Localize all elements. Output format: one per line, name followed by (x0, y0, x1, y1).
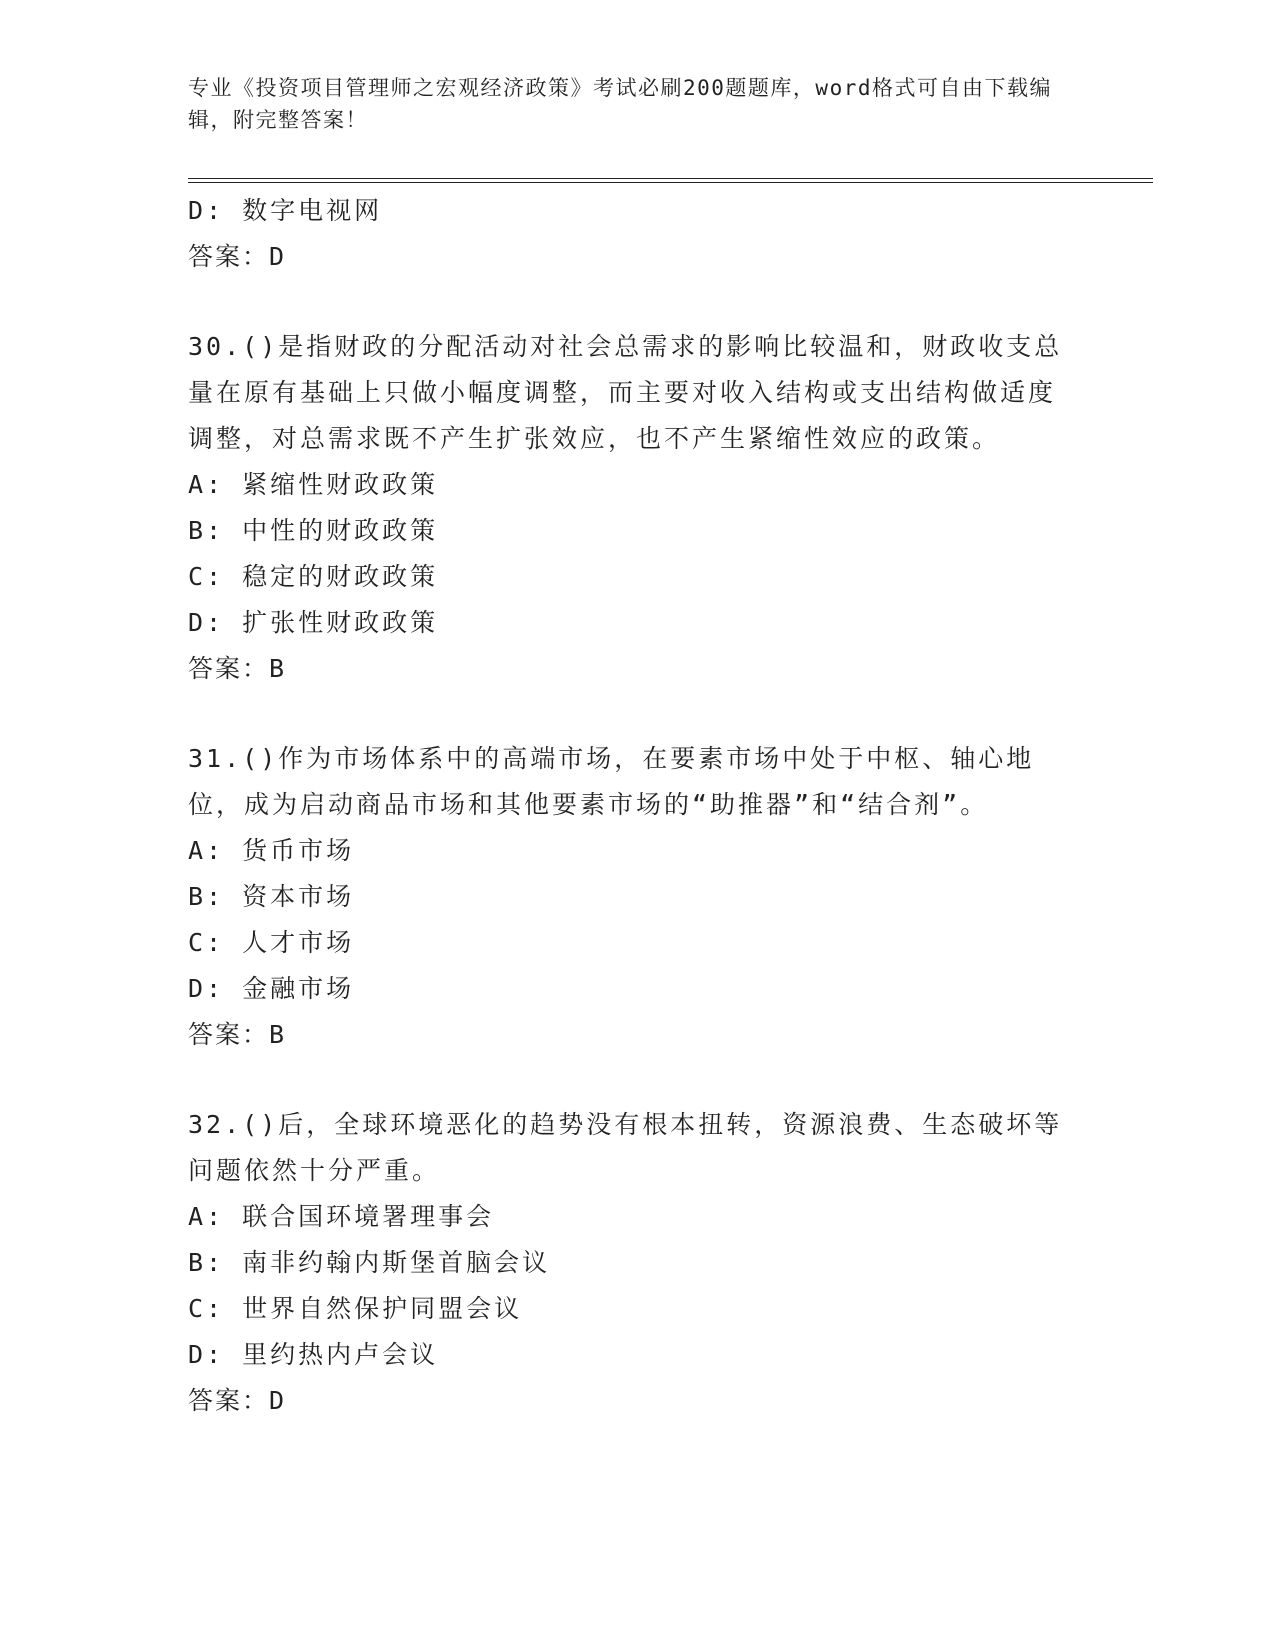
option-b: B: 中性的财政政策 (188, 516, 439, 545)
question-text: 30.()是指财政的分配活动对社会总需求的影响比较温和，财政收支总量在原有基础上只做小幅度调整，而主要对收入结构或支出结构做适度调整，对总需求既不产生扩张效应，也不产生紧缩性效应的政策。 (188, 332, 1063, 453)
answer-line: 答案：D (188, 1386, 287, 1415)
question-content (188, 188, 1088, 1424)
option-d: D: 金融市场 (188, 974, 355, 1003)
option-b: B: 南非约翰内斯堡首脑会议 (188, 1248, 551, 1277)
option-c: C: 人才市场 (188, 928, 355, 957)
option-d: D: 里约热内卢会议 (188, 1340, 439, 1369)
option-a: A: 货币市场 (188, 836, 355, 865)
header-rule-top (188, 178, 1153, 179)
option-d: D: 数字电视网 (188, 196, 383, 225)
question-text: 32.()后，全球环境恶化的趋势没有根本扭转，资源浪费、生态破坏等问题依然十分严重。 (188, 1110, 1063, 1185)
header-rule-bottom (188, 182, 1153, 183)
question-31 (188, 736, 1088, 1058)
page-header: 专业《投资项目管理师之宏观经济政策》考试必刷200题题库，word格式可自由下载编辑，附完整答案！ (188, 76, 1052, 132)
spacer (188, 1058, 1088, 1102)
option-a: A: 联合国环境署理事会 (188, 1202, 495, 1231)
answer-line: 答案：D (188, 242, 287, 271)
option-a: A: 紧缩性财政政策 (188, 470, 439, 499)
option-c: C: 稳定的财政政策 (188, 562, 439, 591)
option-b: B: 资本市场 (188, 882, 355, 911)
option-c: C: 世界自然保护同盟会议 (188, 1294, 523, 1323)
option-d: D: 扩张性财政政策 (188, 608, 439, 637)
question-32 (188, 1102, 1088, 1424)
spacer (188, 280, 1088, 324)
answer-line: 答案：B (188, 1020, 287, 1049)
question-text: 31.()作为市场体系中的高端市场，在要素市场中处于中枢、轴心地位，成为启动商品市场和其他要素市场的“助推器”和“结合剂”。 (188, 744, 1035, 819)
spacer (188, 692, 1088, 736)
answer-line: 答案：B (188, 654, 287, 683)
question-30 (188, 324, 1088, 692)
